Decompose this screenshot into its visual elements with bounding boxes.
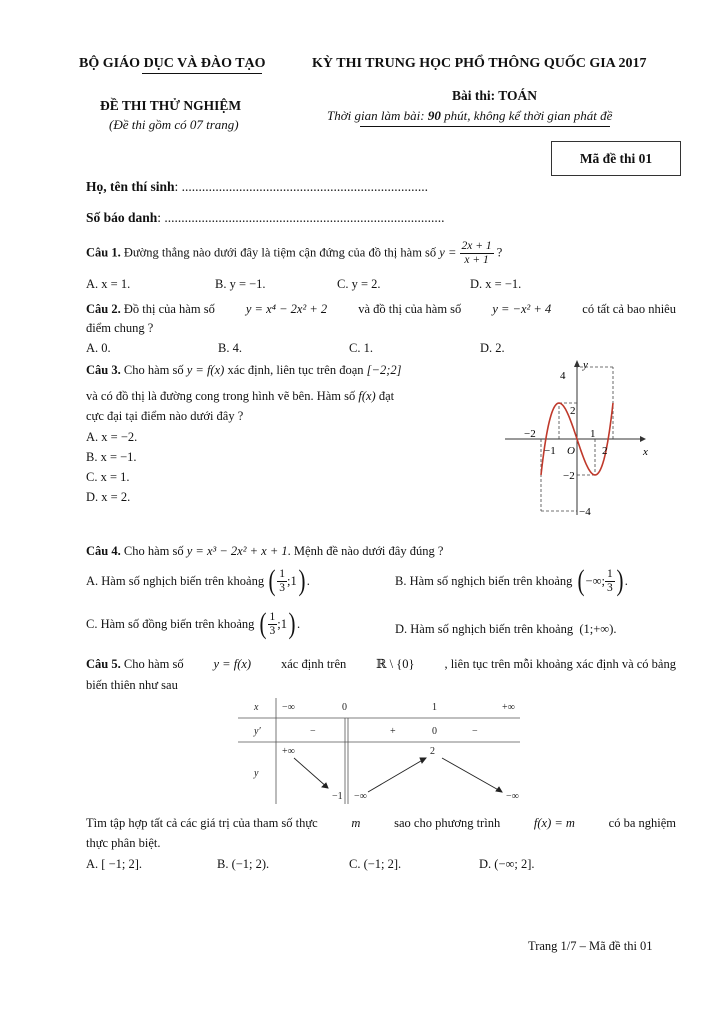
question-5: Câu 5. Cho hàm số y = f(x) xác định trên ℝ \ {0} , liên tục trên mỗi khoảng xác định và có bảng [86,657,676,671]
q3-option-a[interactable]: A. x = −2. [86,430,138,444]
tick-y-neg2: −2 [563,470,575,482]
time-note: Thời gian làm bài: 90 phút, không kể thời gian phát đề [327,108,613,123]
x-axis-arrow [640,436,646,442]
variation-arrows [294,758,502,792]
question-3: Câu 3. Cho hàm số y = f(x) xác định, liên tục trên đoạn [−2;2] [86,363,402,377]
q3-option-d[interactable]: D. x = 2. [86,490,131,504]
candidate-id-line: Số báo danh: ................................................................................... [86,210,445,225]
q5-option-d[interactable]: D. (−∞; 2]. [479,857,535,871]
q5-line-4: thực phân biệt. [86,836,161,850]
sign-3: − [472,726,478,737]
q4-option-b[interactable]: B. Hàm số nghịch biến trên khoảng ( −∞; $\frac{1}{3}$ ) . [395,564,628,597]
question-1: Câu 1. Đường thẳng nào dưới đây là tiệm cận đứng của đồ thị hàm số y = $\frac{2x + 1}{x + 1}$ ? [86,240,503,266]
q1-option-a[interactable]: A. x = 1. [86,277,131,291]
row-label-y: y [254,768,259,779]
tick-y-neg4: −4 [579,506,591,518]
q1-fraction: $\frac{2x + 1}{x + 1}$ [461,240,492,266]
variation-table [238,698,520,804]
q2-option-b[interactable]: B. 4. [218,341,242,355]
q3-function-graph [500,355,650,520]
q2-option-c[interactable]: C. 1. [349,341,373,355]
y-value-neg1: −1 [332,791,343,802]
q3-line-3: cực đại tại điểm nào dưới đây ? [86,409,244,423]
subject-title: Bài thi: TOÁN [452,88,538,103]
q4-option-a[interactable]: A. Hàm số nghịch biến trên khoảng ( $\frac{1}{3}$ ;1 ) . [86,564,310,597]
y-value-pos-inf: +∞ [282,746,295,757]
q2-line-2: điểm chung ? [86,321,154,335]
tick-x-neg1: −1 [544,445,556,457]
tick-x-1: 1 [590,428,596,440]
q3-option-c[interactable]: C. x = 1. [86,470,130,484]
q1-option-b[interactable]: B. y = −1. [215,277,266,291]
exam-title: KỲ THI TRUNG HỌC PHỔ THÔNG QUỐC GIA 2017 [312,56,647,71]
pages-note: (Đề thi gồm có 07 trang) [109,117,239,132]
header-right-rule [360,126,610,127]
q5-option-b[interactable]: B. (−1; 2). [217,857,270,871]
y-value-neg-inf-left: −∞ [354,791,367,802]
y-value-2: 2 [430,746,435,757]
q2-option-d[interactable]: D. 2. [480,341,505,355]
q4-option-d[interactable]: D. Hàm số nghịch biến trên khoảng (1;+∞). [395,622,617,636]
q1-option-c[interactable]: C. y = 2. [337,277,381,291]
x-value-0: 0 [342,702,347,713]
q4-option-c[interactable]: C. Hàm số đồng biến trên khoảng ( $\frac{1}{3}$ ;1 ) . [86,607,301,640]
exam-kind: ĐỀ THI THỬ NGHIỆM [100,98,242,113]
x-value-pos-inf: +∞ [502,702,515,713]
tick-x-neg2: −2 [524,428,536,440]
x-value-neg-inf: −∞ [282,702,295,713]
question-2: Câu 2. Đồ thị của hàm số y = x⁴ − 2x² + 2 và đồ thị của hàm số y = −x² + 4 có tất cả bao nhiêu [86,302,676,316]
q5-question: Tìm tập hợp tất cả các giá trị của tham số thực m sao cho phương trình f(x) = m có ba nghiệm [86,816,676,830]
q2-option-a[interactable]: A. 0. [86,341,111,355]
y-axis-arrow [574,360,580,367]
y-value-neg-inf-right: −∞ [506,791,519,802]
q3-option-b[interactable]: B. x = −1. [86,450,137,464]
ministry-name: BỘ GIÁO DỤC VÀ ĐÀO TẠO [79,56,266,71]
page-footer: Trang 1/7 – Mã đề thi 01 [528,939,653,953]
candidate-name-line: Họ, tên thí sinh: ......................................................................... [86,179,429,194]
sign-zero: 0 [432,726,437,737]
origin-label: O [567,445,575,457]
header-left-rule [142,73,262,74]
y-axis-label: y [583,359,588,371]
x-axis-label: x [643,446,648,458]
tick-x-2: 2 [602,445,608,457]
table-grid [238,698,520,804]
question-4: Câu 4. Cho hàm số y = x³ − 2x² + x + 1. Mệnh đề nào dưới đây đúng ? [86,544,444,558]
tick-y-4: 4 [560,370,566,382]
q5-line-2: biến thiên như sau [86,678,178,692]
sign-1: − [310,726,316,737]
q5-option-c[interactable]: C. (−1; 2]. [349,857,402,871]
exam-code-box: Mã đề thi 01 [551,141,681,176]
q3-line-2: và có đồ thị là đường cong trong hình vẽ bên. Hàm số f(x) đạt [86,389,395,403]
row-label-yprime: y′ [254,726,261,737]
q1-option-d[interactable]: D. x = −1. [470,277,522,291]
sign-2: + [390,726,396,737]
q5-option-a[interactable]: A. [ −1; 2]. [86,857,142,871]
x-value-1: 1 [432,702,437,713]
tick-y-2: 2 [570,405,576,417]
row-label-x: x [254,702,259,713]
